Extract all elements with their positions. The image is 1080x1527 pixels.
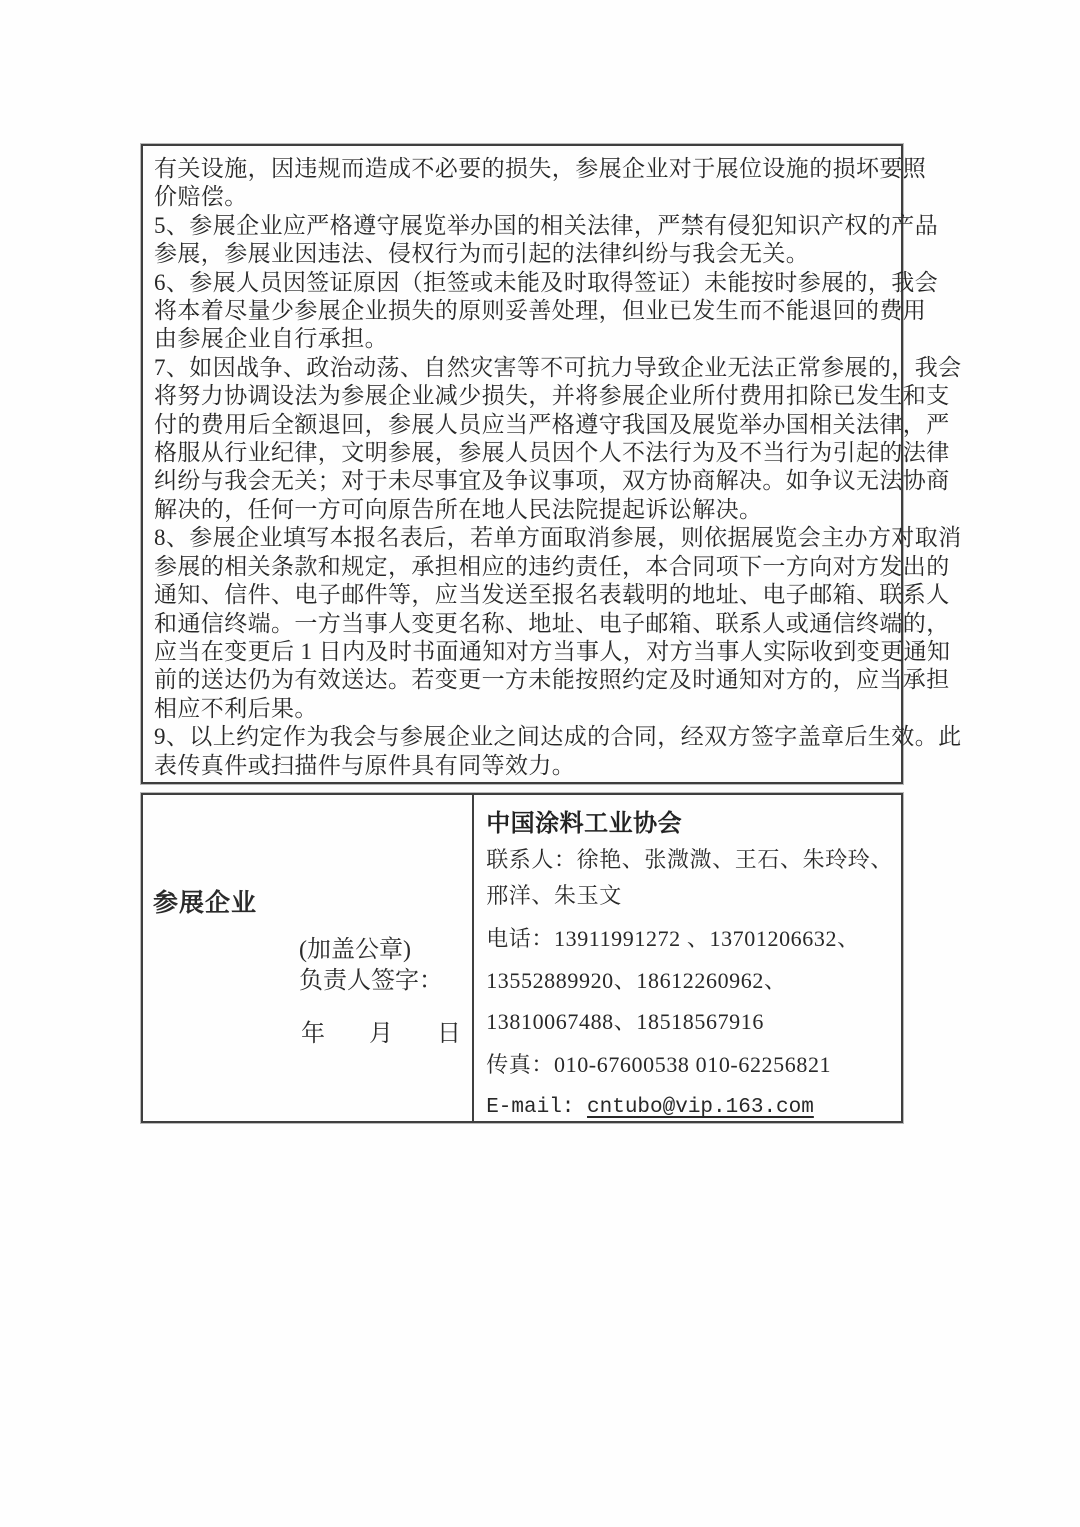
- terms-line: 价赔偿。: [154, 184, 248, 210]
- terms-line: 将努力协调设法为参展企业减少损失，并将参展企业所付费用扣除已发生和支: [154, 383, 950, 409]
- terms-line: 前的送达仍为有效送达。若变更一方未能按照约定及时通知对方的，应当承担: [154, 667, 950, 693]
- date-label-day: 日: [437, 1021, 461, 1047]
- signer-label: 负责人签字：: [299, 968, 443, 994]
- email-label: E-mail:: [486, 1096, 575, 1119]
- terms-line: 格服从行业纪律，文明参展，参展人员因个人不法行为及不当行为引起的法律: [154, 440, 950, 466]
- association-name: 中国涂料工业协会: [486, 811, 683, 837]
- date-line: [301, 1013, 461, 1048]
- email-line: [486, 1094, 893, 1121]
- stamp-note: (加盖公章): [299, 937, 411, 963]
- phone-line-3: 13810067488、18518567916: [486, 1009, 764, 1034]
- date-label-month: 月: [369, 1021, 393, 1047]
- contact-line-1: 联系人：徐艳、张溦溦、王石、朱玲玲、: [486, 847, 893, 872]
- terms-line: 相应不利后果。: [154, 695, 318, 721]
- terms-line: 表传真件或扫描件与原件具有同等效力。: [154, 752, 576, 778]
- terms-box: [141, 144, 962, 784]
- terms-line: 参展的相关条款和规定，承担相应的违约责任，本合同项下一方向对方发出的: [154, 553, 950, 579]
- terms-line: 付的费用后全额退回，参展人员应当严格遵守我国及展览举办国相关法律，严: [154, 411, 950, 437]
- terms-line: 由参展企业自行承担。: [154, 326, 388, 352]
- terms-line: 纠纷与我会无关；对于未尽事宜及争议事项，双方协商解决。如争议无法协商: [154, 468, 950, 494]
- terms-line: 有关设施，因违规而造成不必要的损失，参展企业对于展位设施的损坏要照: [154, 156, 927, 181]
- terms-line: 应当在变更后 1 日内及时书面通知对方当事人，对方当事人实际收到变更通知: [154, 638, 951, 664]
- association-cell: [474, 795, 901, 1121]
- terms-line: 将本着尽量少参展企业损失的原则妥善处理，但业已发生而不能退回的费用: [154, 298, 927, 324]
- terms-line: 通知、信件、电子邮件等，应当发送至报名表载明的地址、电子邮箱、联系人: [154, 582, 950, 608]
- phone-line-2: 13552889920、18612260962、: [486, 968, 787, 993]
- terms-line: 解决的，任何一方可向原告所在地人民法院提起诉讼解决。: [154, 496, 763, 522]
- exhibitor-label: 参展企业: [153, 890, 258, 917]
- contact-line-2: 邢洋、朱玉文: [486, 883, 622, 908]
- terms-line-clause-7: 7、如因战争、政治动荡、自然灾害等不可抗力导致企业无法正常参展的，我会: [154, 354, 962, 380]
- signature-table: [141, 793, 903, 1123]
- exhibitor-cell: [143, 795, 474, 1121]
- terms-line-clause-6: 6、参展人员因签证原因（拒签或未能及时取得签证）未能按时参展的，我会: [154, 269, 939, 295]
- email-address: cntubo@vip.163.com: [587, 1096, 814, 1119]
- terms-line-clause-5: 5、参展企业应严格遵守展览举办国的相关法律，严禁有侵犯知识产权的产品: [154, 212, 939, 238]
- terms-line: 和通信终端。一方当事人变更名称、地址、电子邮箱、联系人或通信终端的，: [154, 610, 950, 636]
- phone-line-1: 电话：13911991272 、13701206632、: [486, 926, 860, 951]
- stamp-signature-block: [299, 935, 443, 997]
- date-label-year: 年: [301, 1021, 325, 1047]
- terms-line-clause-9: 9、以上约定作为我会与参展企业之间达成的合同，经双方签字盖章后生效。此: [154, 724, 962, 750]
- terms-line-clause-8: 8、参展企业填写本报名表后，若单方面取消参展，则依据展览会主办方对取消: [154, 525, 962, 551]
- fax-line: 传真：010-67600538 010-62256821: [486, 1052, 832, 1077]
- terms-line: 参展，参展业因违法、侵权行为而引起的法律纠纷与我会无关。: [154, 241, 810, 267]
